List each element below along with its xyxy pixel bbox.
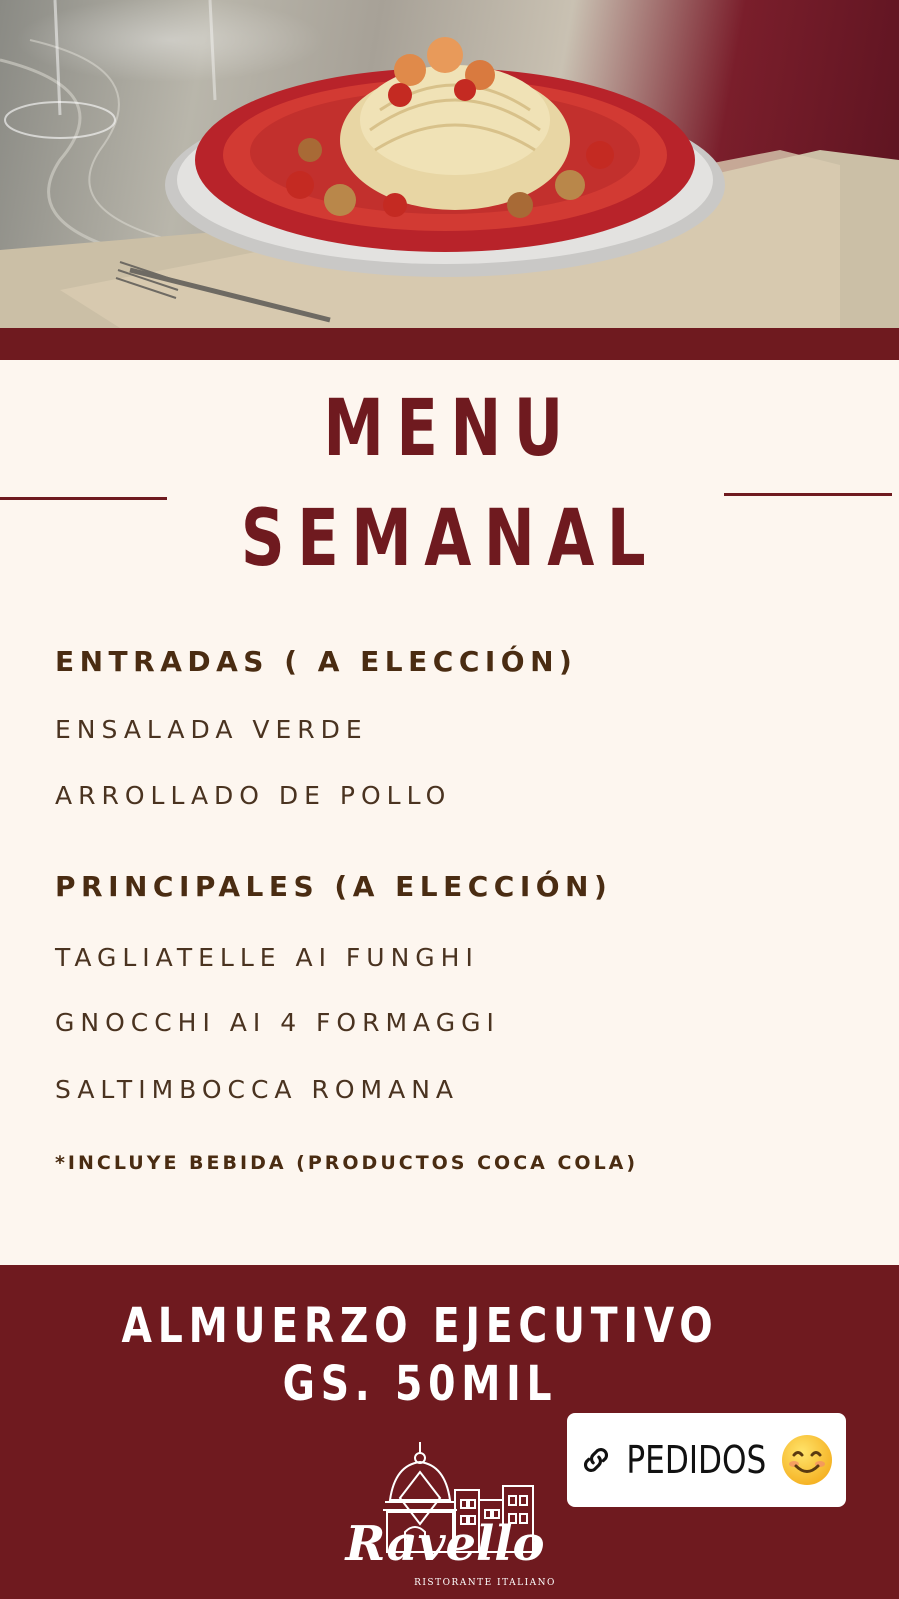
menu-item: ENSALADA VERDE (55, 715, 368, 744)
menu-item: GNOCCHI AI 4 FORMAGGI (55, 1008, 500, 1037)
menu-title-line2: SEMANAL (240, 494, 659, 584)
top-maroon-band (0, 328, 899, 360)
menu-item: ARROLLADO DE POLLO (55, 781, 452, 810)
hero-food-photo (0, 0, 899, 328)
menu-item: SALTIMBOCCA ROMANA (55, 1075, 460, 1104)
pasta-plate-illustration (0, 0, 899, 328)
pedidos-label: PEDIDOS (626, 1438, 767, 1482)
brand-name: Ravello (345, 1516, 545, 1572)
menu-title-line1: MENU (323, 384, 576, 474)
brand-tagline: RISTORANTE ITALIANO (414, 1578, 556, 1588)
link-icon (579, 1443, 613, 1477)
drink-note: *INCLUYE BEBIDA (PRODUCTOS COCA COLA) (55, 1152, 639, 1174)
menu-item: TAGLIATELLE AI FUNGHI (55, 943, 479, 972)
offer-title: ALMUERZO EJECUTIVO (121, 1298, 719, 1354)
title-rule-right (724, 493, 892, 496)
principales-heading: PRINCIPALES (A ELECCIÓN) (55, 870, 613, 903)
pedidos-link-sticker[interactable] (567, 1413, 846, 1507)
entradas-heading: ENTRADAS ( A ELECCIÓN) (55, 645, 578, 678)
offer-price: GS. 50MIL (282, 1356, 558, 1412)
smiling-face-emoji-icon (780, 1433, 834, 1487)
